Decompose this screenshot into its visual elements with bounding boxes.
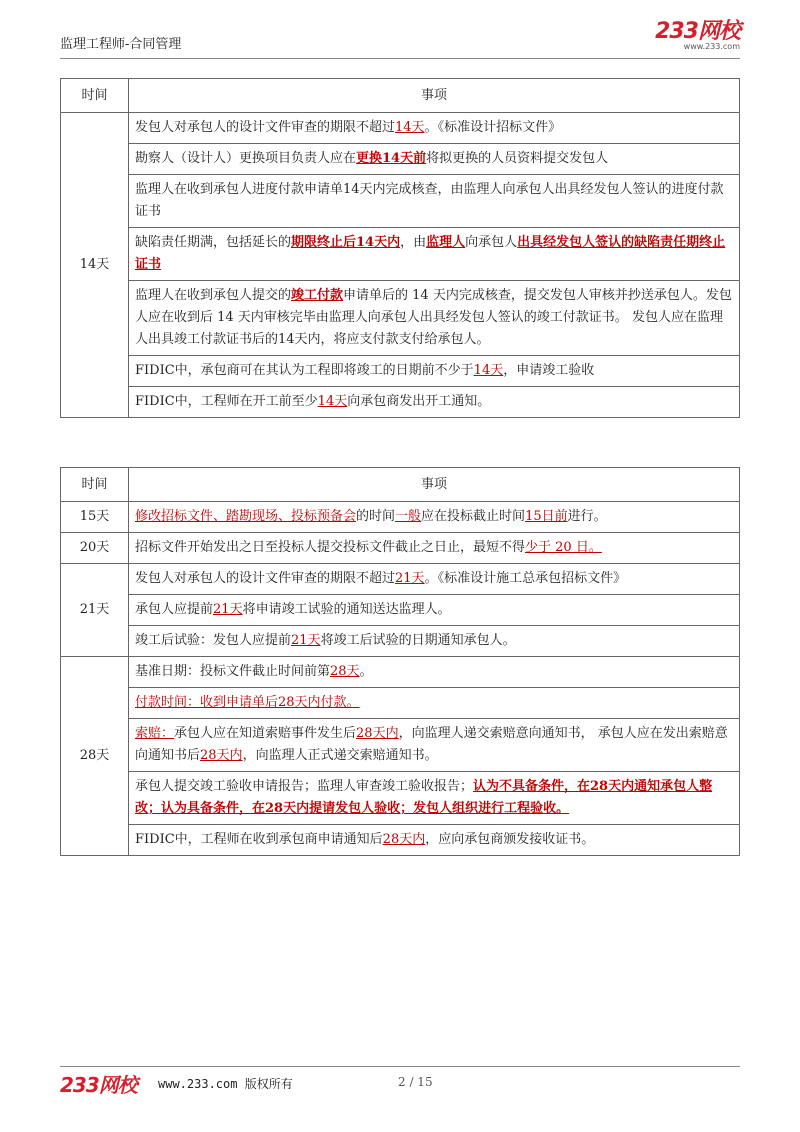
- table-row: [61, 175, 740, 228]
- item-cell: 勘察人（设计人）更换项目负责人应在更换14天前将拟更换的人员资料提交发包人: [129, 144, 740, 175]
- table-header-row: [61, 79, 740, 113]
- item-cell: 监理人在收到承包人进度付款申请单14天内完成核查，由监理人向承包人出具经发包人签认的进度付款证书: [129, 175, 740, 228]
- footer-logo: 233网校: [60, 1073, 137, 1097]
- item-cell: 承包人提交竣工验收申请报告；监理人审查竣工验收报告；认为不具备条件，在28天内通知承包人整改；认为具备条件，在28天内提请发包人验收；发包人组织进行工程验收。: [129, 772, 740, 825]
- item-cell: 基准日期：投标文件截止时间前第28天。: [129, 657, 740, 688]
- item-cell: FIDIC中，工程师在开工前至少14天向承包商发出开工通知。: [129, 387, 740, 418]
- time-cell: 14天: [61, 113, 129, 418]
- item-cell: 发包人对承包人的设计文件审查的期限不超过21天。《标准设计施工总承包招标文件》: [129, 564, 740, 595]
- table-row: [61, 113, 740, 144]
- table-row: [61, 626, 740, 657]
- time-cell: 28天: [61, 657, 129, 856]
- table-row: [61, 356, 740, 387]
- col-item-header: 事项: [129, 79, 740, 113]
- table-15-28-days: [60, 467, 740, 856]
- table-row: [61, 144, 740, 175]
- footer-copyright: www.233.com 版权所有: [158, 1077, 293, 1091]
- time-cell: 21天: [61, 564, 129, 657]
- item-cell: 竣工后试验：发包人应提前21天将竣工后试验的日期通知承包人。: [129, 626, 740, 657]
- table-row: [61, 387, 740, 418]
- item-cell: 修改招标文件、踏勘现场、投标预备会的时间一般应在投标截止时间15日前进行。: [129, 502, 740, 533]
- table-row: [61, 502, 740, 533]
- table-row: [61, 533, 740, 564]
- table-row: [61, 564, 740, 595]
- item-cell: FIDIC中，承包商可在其认为工程即将竣工的日期前不少于14天，申请竣工验收: [129, 356, 740, 387]
- table-row: [61, 719, 740, 772]
- col-time-header: 时间: [61, 468, 129, 502]
- item-cell: 招标文件开始发出之日至投标人提交投标文件截止之日止，最短不得少于 20 日。: [129, 533, 740, 564]
- col-item-header: 事项: [129, 468, 740, 502]
- page-header: [60, 20, 740, 60]
- item-cell: 承包人应提前21天将申请竣工试验的通知送达监理人。: [129, 595, 740, 626]
- item-cell: 监理人在收到承包人提交的竣工付款申请单后的 14 天内完成核查，提交发包人审核并抄送承包人。发包人应在收到后 14 天内审核完毕由监理人向承包人出具经发包人签认的竣工付款证书。 发包人应在监理人出具竣工付款证书后的14天内，将应支付款支付给承包人。: [129, 281, 740, 356]
- table-14-days: [60, 78, 740, 418]
- col-time-header: 时间: [61, 79, 129, 113]
- table-row: [61, 228, 740, 281]
- table-row: [61, 688, 740, 719]
- doc-title: 监理工程师-合同管理: [60, 37, 182, 52]
- page-footer: [60, 1066, 740, 1106]
- table-row: [61, 825, 740, 856]
- table-row: [61, 281, 740, 356]
- item-cell: FIDIC中，工程师在收到承包商申请通知后28天内，应向承包商颁发接收证书。: [129, 825, 740, 856]
- logo-text: 233网校: [655, 19, 740, 44]
- item-cell: 索赔：承包人应在知道索赔事件发生后28天内，向监理人递交索赔意向通知书， 承包人应在发出索赔意向通知书后28天内，向监理人正式递交索赔通知书。: [129, 719, 740, 772]
- logo-url: www.233.com: [683, 42, 740, 51]
- page-number: 2 / 15: [398, 1075, 433, 1089]
- table-row: [61, 657, 740, 688]
- time-cell: 15天: [61, 502, 129, 533]
- table-header-row: [61, 468, 740, 502]
- table-row: [61, 595, 740, 626]
- header-divider: [60, 58, 740, 59]
- item-cell: 缺陷责任期满，包括延长的期限终止后14天内，由监理人向承包人出具经发包人签认的缺陷责任期终止证书: [129, 228, 740, 281]
- time-cell: 20天: [61, 533, 129, 564]
- table-row: [61, 772, 740, 825]
- item-cell: 付款时间：收到申请单后28天内付款。: [129, 688, 740, 719]
- item-cell: 发包人对承包人的设计文件审查的期限不超过14天。《标准设计招标文件》: [129, 113, 740, 144]
- brand-logo: [655, 20, 740, 51]
